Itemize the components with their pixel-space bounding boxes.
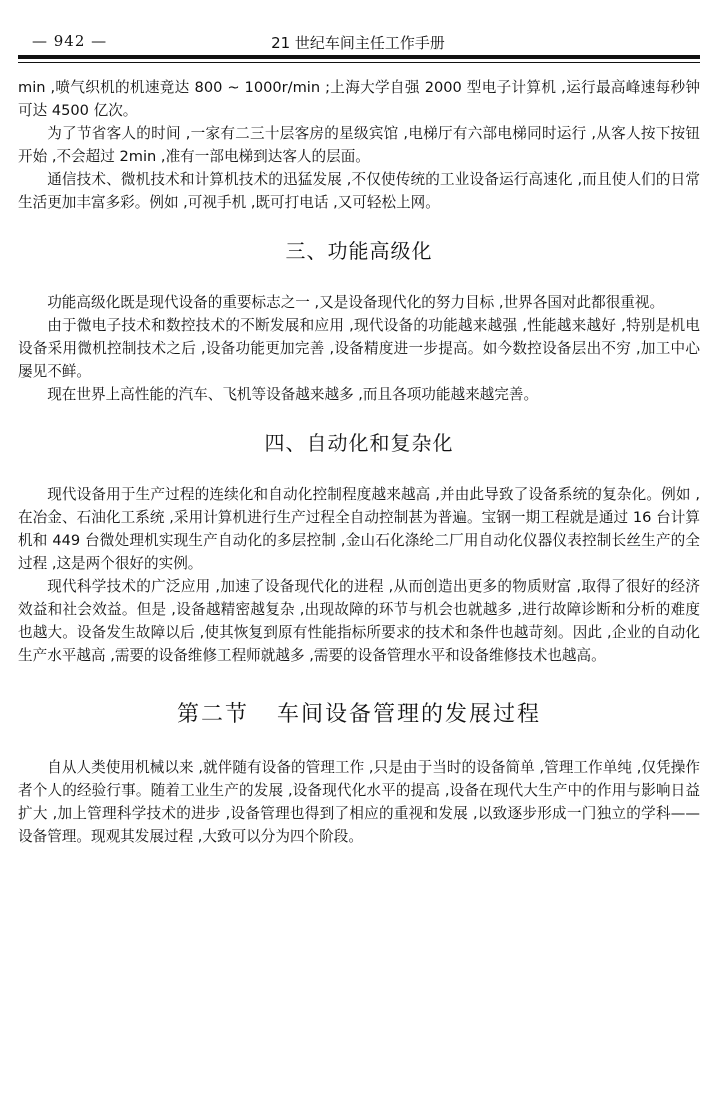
paragraph: 为了节省客人的时间 ,一家有二三十层客房的星级宾馆 ,电梯厅有六部电梯同时运行 ,从客人按下按钮开始 ,不会超过 2min ,准有一部电梯到达客人的层面。 <box>18 125 700 165</box>
page-number: — 942 — <box>32 32 108 50</box>
paragraph: 现代设备用于生产过程的连续化和自动化控制程度越来越高 ,并由此导致了设备系统的复杂化。例如 ,在冶金、石油化工系统 ,采用计算机进行生产过程全自动控制甚为普遍。宝钢一期工程就是通过 16 台计算机和 449 台微处理机实现生产自动化的多层控制 ,金山石化涤纶二厂用自动化仪器仪表控制长丝生产的全过程 ,这是两个很好的实例。 <box>18 486 700 572</box>
paragraph: 自从人类使用机械以来 ,就伴随有设备的管理工作 ,只是由于当时的设备简单 ,管理工作单纯 ,仅凭操作者个人的经验行事。随着工业生产的发展 ,设备现代化水平的提高 ,设备在现代大生产中的作用与影响日益扩大 ,加上管理科学技术的进步 ,设备管理也得到了相应的重视和发展 ,以致逐步形成一门独立的学科——设备管理。现观其发展过程 ,大致可以分为四个阶段。 <box>18 759 700 845</box>
paragraph: 现在世界上高性能的汽车、飞机等设备越来越多 ,而且各项功能越来越完善。 <box>47 386 539 403</box>
header-rule-thick <box>18 55 700 59</box>
paragraph: 由于微电子技术和数控技术的不断发展和应用 ,现代设备的功能越来越强 ,性能越来越好 ,特别是机电设备采用微机控制技术之后 ,设备功能更加完善 ,设备精度进一步提高。如今数控设备层出不穷 ,加工中心屡见不鲜。 <box>18 317 700 380</box>
chapter-heading <box>18 703 700 726</box>
chapter-number: 第二节 <box>176 702 249 727</box>
running-header <box>18 0 700 52</box>
section-heading: 四、自动化和复杂化 <box>264 431 454 455</box>
header-rule-thin <box>18 62 700 63</box>
chapter-title: 车间设备管理的发展过程 <box>277 702 542 727</box>
paragraph: 现代科学技术的广泛应用 ,加速了设备现代化的进程 ,从而创造出更多的物质财富 ,取得了很好的经济效益和社会效益。但是 ,设备越精密越复杂 ,出现故障的环节与机会也就越多 ,进行故障诊断和分析的难度也越大。设备发生故障以后 ,使其恢复到原有性能指标所要求的技术和条件也越苛刻。因此 ,企业的自动化生产水平越高 ,需要的设备维修工程师就越多 ,需要的设备管理水平和设备维修技术也越高。 <box>18 578 700 664</box>
paragraph: 通信技术、微机技术和计算机技术的迅猛发展 ,不仅使传统的工业设备运行高速化 ,而且使人们的日常生活更加丰富多彩。例如 ,可视手机 ,既可打电话 ,又可轻松上网。 <box>18 171 700 211</box>
book-title: 21 世纪车间主任工作手册 <box>271 34 445 52</box>
book-page <box>18 0 700 845</box>
paragraph: min ,喷气织机的机速竟达 800 ~ 1000r/min ;上海大学自强 2000 型电子计算机 ,运行最高峰速每秒钟可达 4500 亿次。 <box>18 79 700 119</box>
section-heading: 三、功能高级化 <box>285 239 433 263</box>
page-content <box>18 76 700 848</box>
paragraph: 功能高级化既是现代设备的重要标志之一 ,又是设备现代化的努力目标 ,世界各国对此都很重视。 <box>47 294 665 311</box>
